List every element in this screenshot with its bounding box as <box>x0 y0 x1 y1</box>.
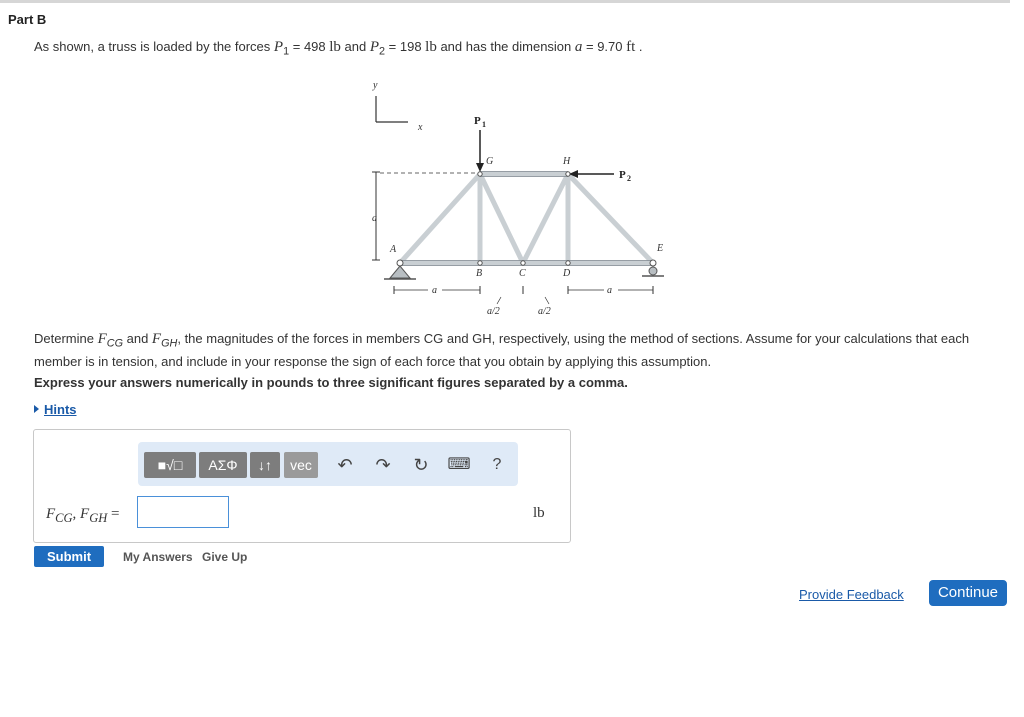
dim-half-left: a/2 <box>487 306 500 317</box>
p2-symbol: P <box>369 39 380 55</box>
hints-link[interactable] <box>34 402 77 417</box>
keyboard-icon[interactable]: ⌨ <box>447 456 471 473</box>
question-text <box>34 330 994 370</box>
pin-support-a <box>390 266 410 278</box>
greek-symbols-button[interactable]: ΑΣΦ <box>199 452 247 478</box>
problem-and: and <box>340 39 370 54</box>
math-toolbar <box>138 442 518 486</box>
expand-triangle-icon <box>34 405 39 413</box>
a-symbol: a <box>574 39 583 55</box>
problem-intro: As shown, a truss is loaded by the forces <box>34 39 271 54</box>
p1-subscript: 1 <box>283 45 290 58</box>
a-unit: ft <box>626 39 636 55</box>
joint-h-label: H <box>563 156 571 167</box>
problem-mid: and has the dimension <box>436 39 575 54</box>
p1-unit: lb <box>329 39 341 55</box>
redo-icon[interactable]: ↷ <box>375 455 391 475</box>
subscript-superscript-button[interactable]: ↓↑ <box>250 452 280 478</box>
question-and: and <box>123 331 152 346</box>
truss-figure <box>360 78 680 318</box>
answer-label-f1-sub: CG <box>55 511 73 525</box>
answer-label-f2-sub: GH <box>89 511 108 525</box>
give-up-link[interactable]: Give Up <box>202 550 248 564</box>
answer-input[interactable] <box>137 496 229 528</box>
undo-icon[interactable]: ↶ <box>337 455 353 475</box>
p2-label-sub: 2 <box>627 174 631 183</box>
answer-label-f2: F <box>80 506 90 522</box>
vector-button[interactable]: vec <box>284 452 318 478</box>
continue-button[interactable]: Continue <box>929 580 1007 606</box>
x-axis-label: x <box>418 122 423 133</box>
joint-b-label: B <box>476 268 483 279</box>
top-divider <box>0 0 1010 3</box>
problem-statement <box>34 39 643 58</box>
a-value: = 9.70 <box>582 39 627 54</box>
joint-g-label: G <box>486 156 494 167</box>
templates-button[interactable]: ■√□ <box>144 452 196 478</box>
question-f2-sub: GH <box>161 337 178 350</box>
question-f1: F <box>97 331 107 347</box>
p2-value: = 198 <box>385 39 426 54</box>
dim-a-left: a <box>432 285 437 296</box>
answer-label-eq: = <box>107 506 120 522</box>
p1-value: = 498 <box>289 39 330 54</box>
answer-instruction: Express your answers numerically in pounds to three significant figures separated by a comma. <box>34 375 628 390</box>
answer-box <box>33 429 571 543</box>
p2-label: P <box>619 169 626 181</box>
dim-a-right: a <box>607 285 612 296</box>
provide-feedback-link[interactable]: Provide Feedback <box>799 587 904 602</box>
my-answers-link[interactable]: My Answers <box>123 550 193 564</box>
p1-symbol: P <box>273 39 284 55</box>
p1-label: P <box>474 115 481 127</box>
p1-label-sub: 1 <box>482 120 486 129</box>
p2-unit: lb <box>425 39 437 55</box>
question-body: , the magnitudes of the forces in members CG and GH, respectively, using the method of sections. Assume for your calculations that each member is in tension, and include in your response the sign of each force that you obtain by applying this assumption. <box>34 331 970 369</box>
joint-a-label: A <box>390 244 397 255</box>
truss-members <box>400 174 653 263</box>
p2-subscript: 2 <box>379 45 386 58</box>
question-pre: Determine <box>34 331 98 346</box>
answer-label <box>46 506 120 526</box>
question-f1-sub: CG <box>106 337 123 350</box>
roller-support-e <box>649 267 657 275</box>
joint-d-label: D <box>563 268 571 279</box>
reset-icon[interactable]: ↻ <box>413 455 429 475</box>
dim-half-right: a/2 <box>538 306 551 317</box>
problem-end: . <box>635 39 643 54</box>
part-title: Part B <box>8 12 47 27</box>
answer-label-sep: , <box>72 506 81 522</box>
y-axis-label: y <box>373 80 378 91</box>
hints-label: Hints <box>44 402 77 417</box>
dim-a-vertical: a <box>372 213 377 224</box>
submit-button[interactable]: Submit <box>34 546 104 567</box>
help-button[interactable]: ? <box>492 456 502 473</box>
answer-label-f1: F <box>46 506 56 522</box>
question-f2: F <box>151 331 162 347</box>
joint-e-label: E <box>657 243 664 254</box>
answer-unit: lb <box>533 505 545 521</box>
joint-c-label: C <box>519 268 526 279</box>
